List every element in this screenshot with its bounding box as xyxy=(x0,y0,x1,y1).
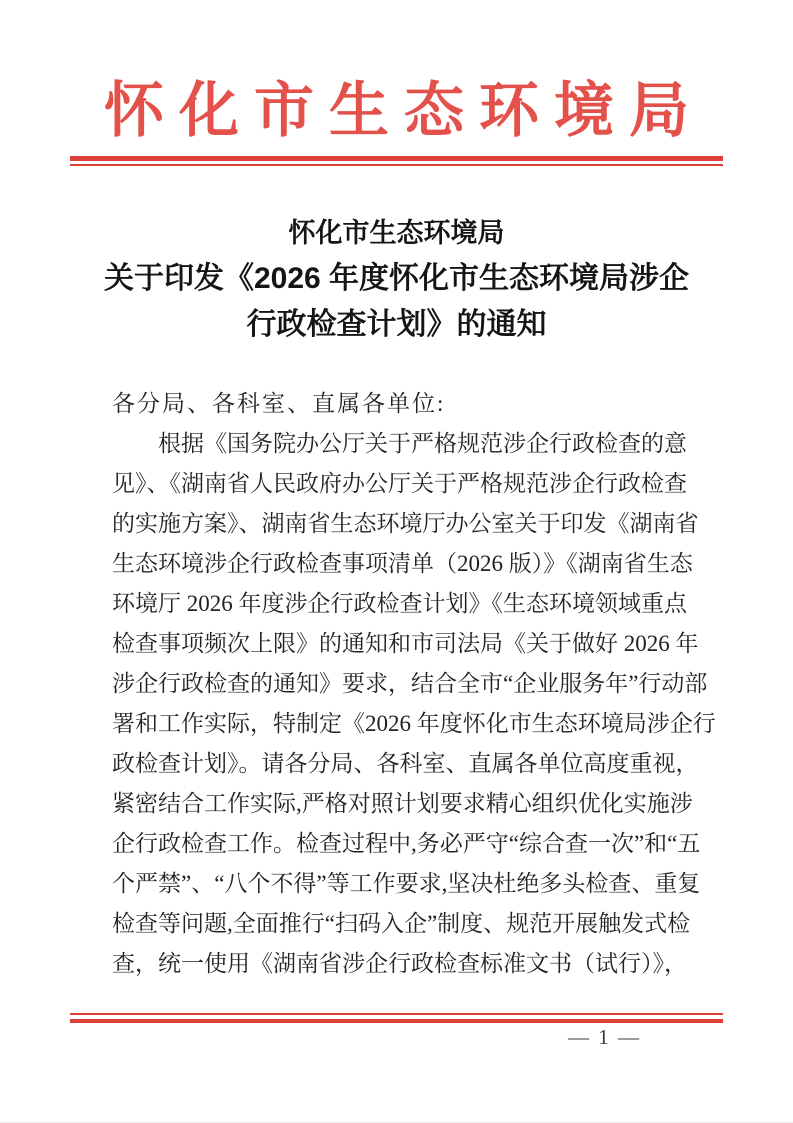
document-title xyxy=(60,210,733,348)
body-line: 署和工作实际，特制定《2026 年度怀化市生态环境局涉企行 xyxy=(112,711,716,736)
footer-rule-thin xyxy=(70,1013,723,1015)
document-title-line-1: 怀化市生态环境局 xyxy=(288,218,505,248)
body-line: 根据《国务院办公厅关于严格规范涉企行政检查的意 xyxy=(158,431,687,456)
document-title-line-2: 关于印发《2026 年度怀化市生态环境局涉企 xyxy=(103,262,690,295)
body-line: 见》、《湖南省人民政府办公厅关于严格规范涉企行政检查 xyxy=(112,471,687,496)
masthead-rule-thick xyxy=(70,156,723,161)
body-line: 检查事项频次上限》的通知和市司法局《关于做好 2026 年 xyxy=(112,631,699,656)
body-line: 紧密结合工作实际,严格对照计划要求精心组织优化实施涉 xyxy=(112,791,693,816)
body-line: 查，统一使用《湖南省涉企行政检查标准文书（试行）》， xyxy=(112,951,687,976)
document-body xyxy=(112,384,716,984)
document-title-line-3: 行政检查计划》的通知 xyxy=(246,308,547,341)
page-number: — 1 — xyxy=(568,1025,641,1049)
agency-masthead: 怀化市生态环境局 xyxy=(104,78,704,144)
body-line: 生态环境涉企行政检查事项清单（2026 版）》《湖南省生态 xyxy=(112,551,693,576)
body-line: 个严禁”、“八个不得”等工作要求,坚决杜绝多头检查、重复 xyxy=(112,871,701,896)
salutation-line: 各分局、各科室、直属各单位: xyxy=(112,391,446,416)
body-line: 企行政检查工作。检查过程中,务必严守“综合查一次”和“五 xyxy=(112,831,701,856)
masthead-rule-thin xyxy=(70,164,723,166)
body-line: 检查等问题,全面推行“扫码入企”制度、规范开展触发式检 xyxy=(112,911,691,936)
footer-rule-thick xyxy=(70,1019,723,1023)
body-line: 政检查计划》。请各分局、各科室、直属各单位高度重视， xyxy=(112,751,699,776)
body-line: 的实施方案》、湖南省生态环境厅办公室关于印发《湖南省 xyxy=(112,511,699,536)
body-line: 环境厅 2026 年度涉企行政检查计划》《生态环境领域重点 xyxy=(112,591,687,616)
body-line: 涉企行政检查的通知》要求，结合全市“企业服务年”行动部 xyxy=(112,671,708,696)
